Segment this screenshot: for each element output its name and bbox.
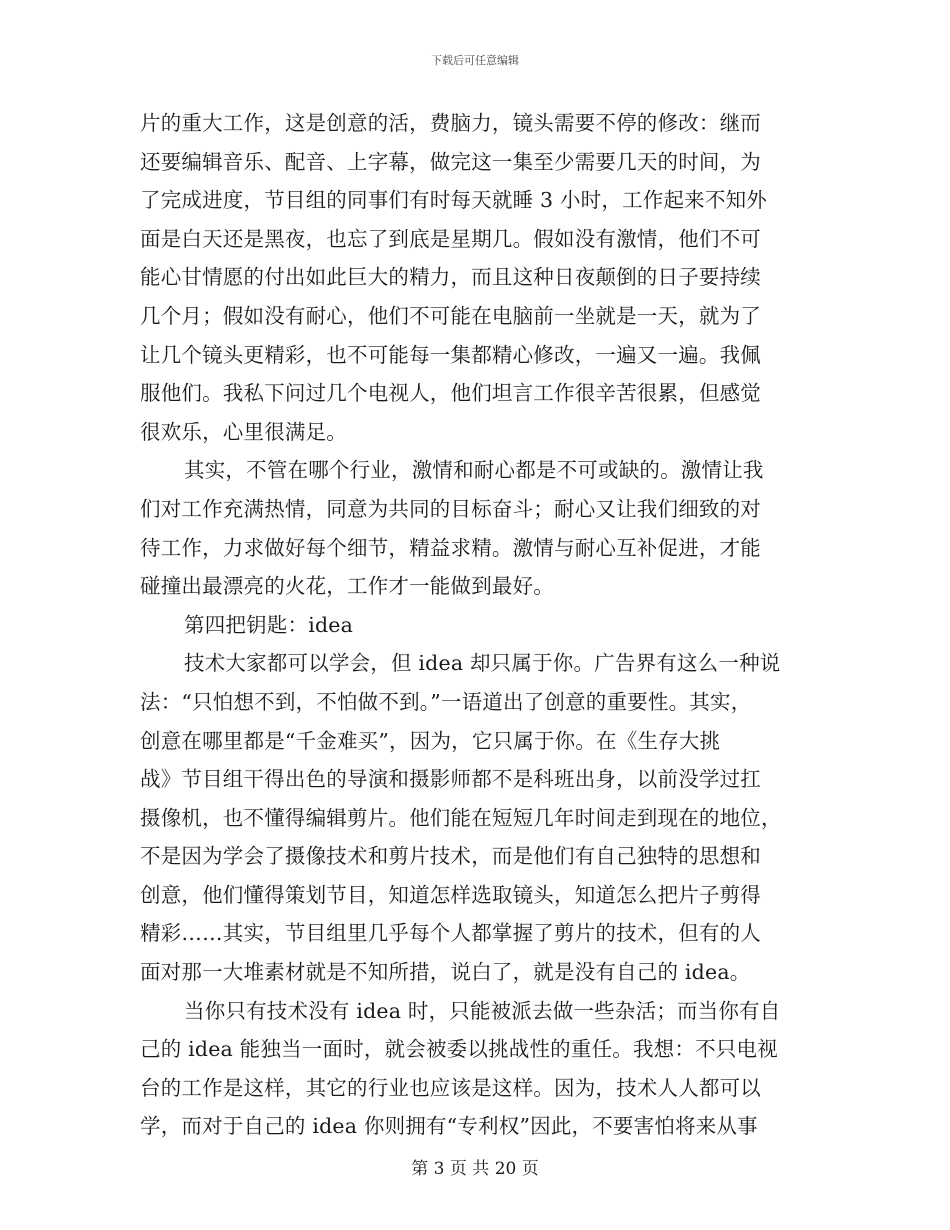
text-line: 们对工作充满热情，同意为共同的目标奋斗；耐心又让我们细致的对 (140, 496, 761, 521)
text-line: 面对那一大堆素材就是不知所措，说白了，就是没有自己的 idea。 (140, 960, 751, 985)
text-line: 创意，他们懂得策划节目，知道怎样选取镜头，知道怎么把片子剪得 (140, 882, 761, 907)
text-line: 第四把钥匙：idea (184, 612, 354, 637)
text-line: 其实，不管在哪个行业，激情和耐心都是不可或缺的。激情让我 (184, 458, 764, 483)
text-line: 学，而对于自己的 idea 你则拥有“专利权”因此，不要害怕将来从事 (140, 1114, 758, 1139)
text-line: 片的重大工作，这是创意的活，费脑力，镜头需要不停的修改：继而 (140, 111, 761, 135)
text-line: 待工作，力求做好每个细节，精益求精。激情与耐心互补促进，才能 (140, 535, 761, 560)
text-line: 己的 idea 能独当一面时，就会被委以挑战性的重任。我想：不只电视 (140, 1037, 778, 1062)
text-line: 服他们。我私下问过几个电视人，他们坦言工作很辛苦很累，但感觉 (140, 381, 761, 406)
text-line: 让几个镜头更精彩，也不可能每一集都精心修改，一遍又一遍。我佩 (140, 342, 761, 367)
document-body (140, 104, 808, 1146)
text-line: 很欢乐，心里很满足。 (140, 419, 347, 444)
text-line: 面是白天还是黑夜，也忘了到底是星期几。假如没有激情，他们不可 (140, 226, 761, 251)
text-line: 创意在哪里都是“千金难买”，因为，它只属于你。在《生存大挑 (140, 728, 721, 753)
text-line: 摄像机，也不懂得编辑剪片。他们能在短短几年时间走到现在的地位， (140, 805, 782, 830)
text-line: 能心甘情愿的付出如此巨大的精力，而且这种日夜颠倒的日子要持续 (140, 265, 761, 290)
text-line: 技术大家都可以学会，但 idea 却只属于你。广告界有这么一种说 (184, 651, 781, 676)
page-header-note: 下载后可任意编辑 (431, 54, 519, 67)
text-line: 了完成进度，节目组的同事们有时每天就睡 3 小时，工作起来不知外 (140, 188, 767, 213)
text-line: 法：“只怕想不到，不怕做不到。”一语道出了创意的重要性。其实， (140, 689, 752, 714)
page-number: 第 3 页 共 20 页 (411, 1159, 539, 1179)
text-line: 当你只有技术没有 idea 时，只能被派去做一些杂活；而当你有自 (184, 998, 781, 1023)
text-line: 不是因为学会了摄像技术和剪片技术，而是他们有自己独特的思想和 (140, 844, 761, 869)
text-line: 还要编辑音乐、配音、上字幕，做完这一集至少需要几天的时间，为 (140, 149, 761, 174)
text-line: 精彩……其实，节目组里几乎每个人都掌握了剪片的技术，但有的人 (140, 921, 761, 946)
text-line: 几个月；假如没有耐心，他们不可能在电脑前一坐就是一天，就为了 (140, 303, 761, 328)
text-line: 战》节目组干得出色的导演和摄影师都不是科班出身，以前没学过扛 (140, 767, 761, 792)
text-line: 碰撞出最漂亮的火花，工作才一能做到最好。 (140, 574, 554, 599)
text-line: 台的工作是这样，其它的行业也应该是这样。因为，技术人人都可以 (140, 1075, 761, 1100)
